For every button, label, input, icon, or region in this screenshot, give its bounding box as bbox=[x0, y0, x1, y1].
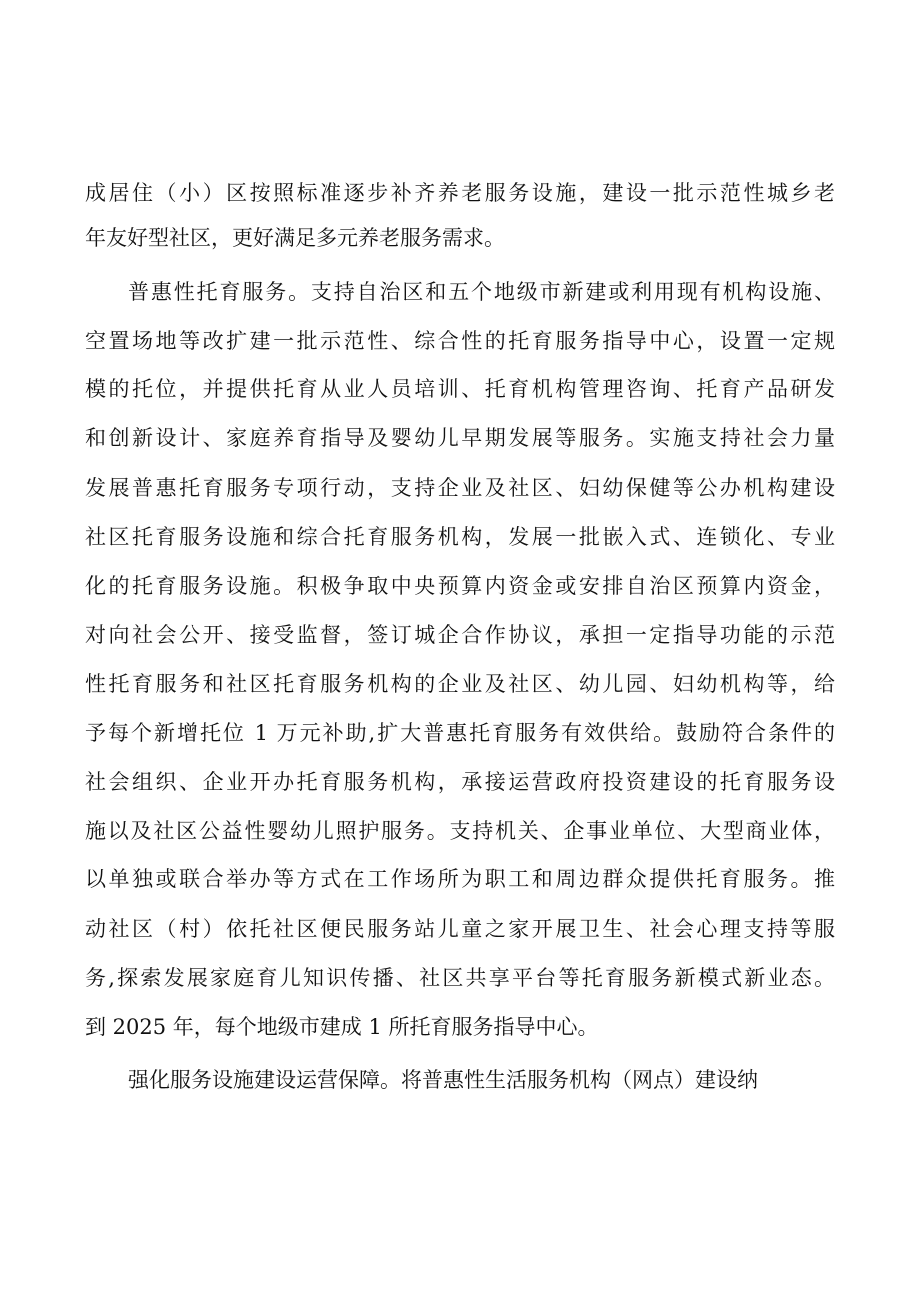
text-line: 对向社会公开、接受监督，签订城企合作协议，承担一定指导功能的示范 bbox=[85, 623, 835, 647]
text-line: 以单独或联合举办等方式在工作场所为职工和周边群众提供托育服务。推 bbox=[85, 867, 835, 891]
text-line: 发展普惠托育服务专项行动，支持企业及社区、妇幼保健等公办机构建设 bbox=[85, 476, 835, 500]
paragraph-first-line: 强化服务设施建设运营保障。将普惠性生活服务机构（网点）建设纳 bbox=[128, 1068, 758, 1092]
text-line: 年友好型社区，更好满足多元养老服务需求。 bbox=[85, 226, 505, 250]
text-line: 动社区（村）依托社区便民服务站儿童之家开展卫生、社会心理支持等服 bbox=[85, 917, 835, 941]
text-line: 予每个新增托位 1 万元补助,扩大普惠托育服务有效供给。鼓励符合条件的 bbox=[85, 721, 835, 745]
text-line: 到 2025 年，每个地级市建成 1 所托育服务指导中心。 bbox=[85, 1015, 599, 1039]
text-line: 空置场地等改扩建一批示范性、综合性的托育服务指导中心，设置一定规 bbox=[85, 329, 835, 353]
text-line: 务,探索发展家庭育儿知识传播、社区共享平台等托育服务新模式新业态。 bbox=[85, 966, 835, 990]
text-line: 性托育服务和社区托育服务机构的企业及社区、幼儿园、妇幼机构等，给 bbox=[85, 672, 835, 696]
paragraph-first-line: 普惠性托育服务。支持自治区和五个地级市新建或利用现有机构设施、 bbox=[128, 280, 835, 304]
text-line: 模的托位，并提供托育从业人员培训、托育机构管理咨询、托育产品研发 bbox=[85, 377, 835, 401]
text-line: 社区托育服务设施和综合托育服务机构，发展一批嵌入式、连锁化、专业 bbox=[85, 525, 835, 549]
text-line: 成居住（小）区按照标准逐步补齐养老服务设施，建设一批示范性城乡老 bbox=[85, 181, 835, 205]
text-line: 社会组织、企业开办托育服务机构，承接运营政府投资建设的托育服务设 bbox=[85, 770, 835, 794]
text-line: 和创新设计、家庭养育指导及婴幼儿早期发展等服务。实施支持社会力量 bbox=[85, 426, 835, 450]
text-line: 施以及社区公益性婴幼儿照护服务。支持机关、企事业单位、大型商业体， bbox=[85, 819, 835, 843]
text-line: 化的托育服务设施。积极争取中央预算内资金或安排自治区预算内资金， bbox=[85, 574, 835, 598]
